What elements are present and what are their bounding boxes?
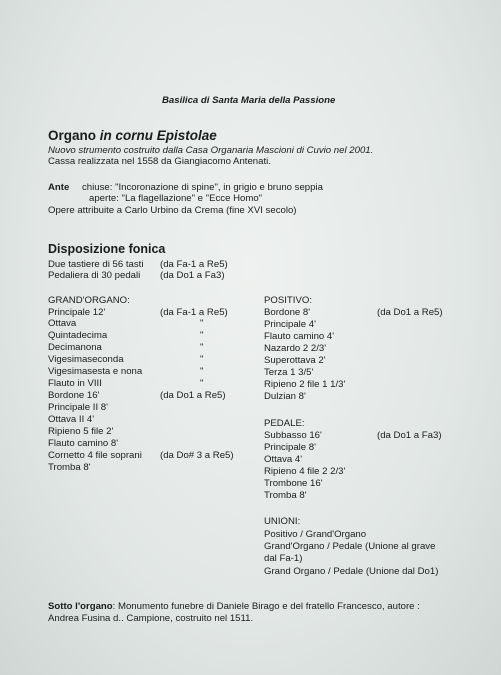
go-stop: Decimanona [48, 342, 102, 353]
page-title [48, 128, 217, 143]
disposizione-title: Disposizione fonica [48, 242, 166, 256]
pedale-title: PEDALE: [264, 418, 305, 429]
pos-stop: Principale 4' [264, 319, 316, 330]
go-stop: Ottava II 4' [48, 414, 95, 425]
ante-label: Ante [48, 182, 70, 193]
pos-stop: Superottava 2' [264, 355, 326, 366]
go-stop: Quintadecima [48, 330, 108, 341]
go-stop: Bordone 16' [48, 390, 100, 401]
grand-organo-title: GRAND'ORGANO: [48, 295, 130, 306]
pos-stop: Terza 1 3/5' [264, 367, 314, 378]
go-stop: Tromba 8' [48, 462, 91, 473]
go-stop: Ottava [48, 318, 77, 329]
intro-line-2: Cassa realizzata nel 1558 da Giangiacomo Antenati. [48, 156, 271, 167]
go-range-1: (da Fa-1 a Re5) [160, 307, 228, 318]
intro-line-1: Nuovo strumento costruito dalla Casa Organaria Mascioni di Cuvio nel 2001. [48, 145, 374, 156]
ditto-mark: " [200, 354, 204, 365]
ditto-mark: " [200, 318, 204, 329]
unioni-title: UNIONI: [264, 516, 301, 527]
ditto-mark: " [200, 330, 204, 341]
pos-stop: Flauto camino 4' [264, 331, 335, 342]
ditto-mark: " [200, 366, 204, 377]
tastiere-line: Due tastiere di 56 tasti [48, 259, 144, 270]
title-italic: in cornu Epistolae [99, 128, 217, 143]
sotto-line-2: Andrea Fusina d.. Campione, costruito nel 1511. [48, 613, 254, 624]
go-stop: Ripieno 5 file 2' [48, 426, 114, 437]
ped-stop: Trombone 16' [264, 478, 323, 489]
pos-stop: Bordone 8' [264, 307, 311, 318]
positivo-title: POSITIVO: [264, 295, 312, 306]
pos-stop: Nazardo 2 2/3' [264, 343, 327, 354]
unioni-line: Grand'Organo / Pedale (Unione al grave [264, 541, 436, 552]
header: Basilica di Santa Maria della Passione [162, 95, 336, 106]
unioni-line: Positivo / Grand'Organo [264, 529, 367, 540]
go-stop: Vigesimasesta e nona [48, 366, 143, 377]
ped-stop: Principale 8' [264, 442, 316, 453]
title-normal: Organo [48, 128, 100, 143]
ante-line-2: aperte: "La flagellazione" e "Ecce Homo" [89, 193, 263, 204]
pedaliera-range: (da Do1 a Fa3) [160, 270, 225, 281]
positivo-range: (da Do1 a Re5) [377, 307, 443, 318]
sotto-text: : Monumento funebre di Daniele Birago e del fratello Francesco, autore : [112, 601, 420, 612]
go-stop: Principale II 8' [48, 402, 108, 413]
ante-line-1: chiuse: "Incoronazione di spine", in grigio e bruno seppia [82, 182, 323, 193]
ped-stop: Subbasso 16' [264, 430, 322, 441]
ped-stop: Ripieno 4 file 2 2/3' [264, 466, 346, 477]
unioni-line: dal Fa-1) [264, 553, 303, 564]
ditto-mark: " [200, 378, 204, 389]
ditto-mark: " [200, 342, 204, 353]
ped-stop: Ottava 4' [264, 454, 303, 465]
pos-stop: Ripieno 2 file 1 1/3' [264, 379, 346, 390]
go-stop: Principale 12' [48, 307, 106, 318]
go-stop: Cornetto 4 file soprani [48, 450, 142, 461]
go-range-3: (da Do# 3 a Re5) [160, 450, 234, 461]
ante-line-3: Opere attribuite a Carlo Urbino da Crema (fine XVI secolo) [48, 205, 297, 216]
sotto-line-1 [48, 601, 420, 612]
pos-stop: Dulzian 8' [264, 391, 306, 402]
tastiere-range: (da Fa-1 a Re5) [160, 259, 228, 270]
go-range-2: (da Do1 a Re5) [160, 390, 226, 401]
unioni-line: Grand Organo / Pedale (Unione dal Do1) [264, 566, 439, 577]
sotto-label: Sotto l'organo [48, 601, 113, 612]
pedale-range: (da Do1 a Fa3) [377, 430, 442, 441]
pedaliera-line: Pedaliera di 30 pedali [48, 270, 141, 281]
go-stop: Flauto in VIII [48, 378, 102, 389]
go-stop: Vigesimaseconda [48, 354, 124, 365]
ped-stop: Tromba 8' [264, 490, 307, 501]
go-stop: Flauto camino 8' [48, 438, 119, 449]
